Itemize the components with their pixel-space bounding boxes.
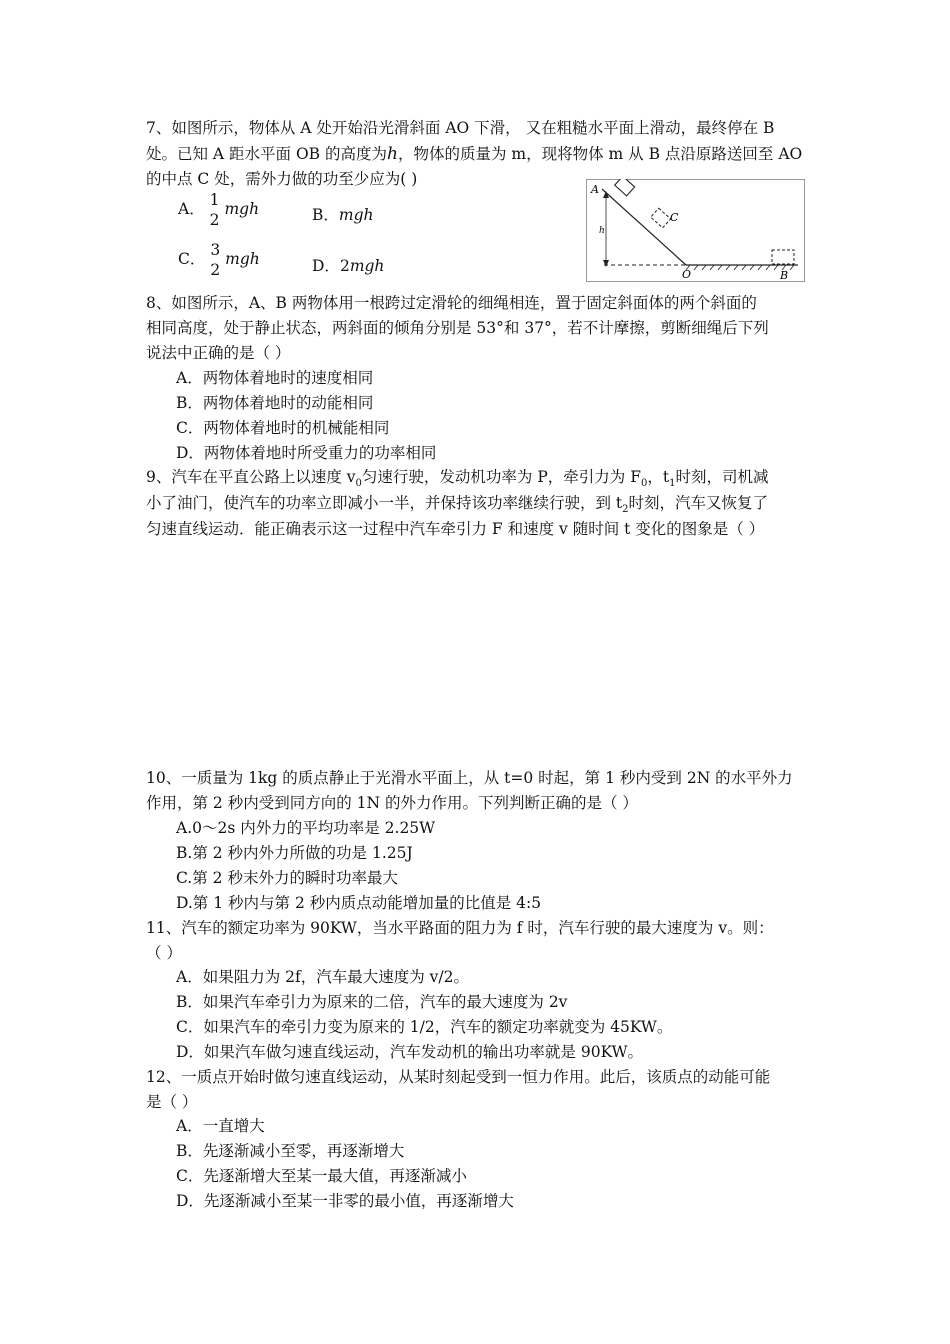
q8-line-3: 说法中正确的是（ ） — [146, 344, 291, 362]
q11-option-a: A．如果阻力为 2f，汽车最大速度为 v/2。 — [176, 968, 469, 986]
label-h: h — [599, 226, 605, 236]
q7-line-3: 的中点 C 处，需外力做的功至少应为( ) — [146, 170, 418, 188]
incline-ao — [602, 189, 686, 265]
q11-line-1: 11、汽车的额定功率为 90KW，当水平路面的阻力为 f 时，汽车行驶的最大速度为 v。则： — [146, 919, 774, 937]
q7-option-d: D．2mgh — [312, 257, 385, 275]
q11-option-c: C．如果汽车的牵引力变为原来的 1/2，汽车的额定功率就变为 45KW。 — [176, 1018, 673, 1036]
q7-option-a: A． 1 2 mgh — [178, 191, 260, 229]
q8-option-c: C．两物体着地时的机械能相同 — [176, 419, 390, 437]
q10-option-d: D.第 1 秒内与第 2 秒内质点动能增加量的比值是 4:5 — [176, 894, 542, 912]
q10-line-2: 作用，第 2 秒内受到同方向的 1N 的外力作用。下列判断正确的是（ ） — [146, 794, 638, 812]
q8-line-2: 相同高度，处于静止状态，两斜面的倾角分别是 53°和 37°，若不计摩擦，剪断细绳后下列 — [146, 319, 769, 337]
q9-line-3: 匀速直线运动．能正确表示这一过程中汽车牵引力 F 和速度 v 随时间 t 变化的图象是（ ） — [146, 520, 765, 538]
q7-line-2: 处。已知 A 距水平面 OB 的高度为h，物体的质量为 m，现将物体 m 从 B 点沿原路送回至 AO — [146, 144, 803, 164]
q12-option-c: C．先逐渐增大至某一最大值，再逐渐减小 — [176, 1167, 467, 1185]
q10-option-a: A.0～2s 内外力的平均功率是 2.25W — [176, 819, 436, 837]
q8-option-a: A．两物体着地时的速度相同 — [176, 369, 374, 387]
q10-line-1: 10、一质量为 1kg 的质点静止于光滑水平面上，从 t=0 时起，第 1 秒内受到 2N 的水平外力 — [146, 769, 793, 787]
q11-line-2: （ ） — [146, 944, 182, 962]
q12-option-b: B．先逐渐减小至零，再逐渐增大 — [176, 1142, 405, 1160]
q12-line-1: 12、一质点开始时做匀速直线运动，从某时刻起受到一恒力作用。此后，该质点的动能可能 — [146, 1068, 771, 1086]
block-at-a — [615, 179, 635, 196]
q8-line-1: 8、如图所示，A、B 两物体用一根跨过定滑轮的细绳相连，置于固定斜面体的两个斜面的 — [146, 294, 757, 312]
q7-line-1: 7、如图所示，物体从 A 处开始沿光滑斜面 AO 下滑， 又在粗糙水平面上滑动，最终停在 B — [146, 119, 775, 137]
q7-option-b: B．mgh — [312, 206, 374, 224]
q11-option-b: B．如果汽车牵引力为原来的二倍，汽车的最大速度为 2v — [176, 993, 568, 1011]
q12-option-d: D．先逐渐减小至某一非零的最小值，再逐渐增大 — [176, 1192, 514, 1210]
q10-option-b: B.第 2 秒内外力所做的功是 1.25J — [176, 844, 413, 862]
q7-incline-figure — [586, 179, 806, 283]
block-at-c — [651, 208, 671, 228]
label-o: O — [682, 268, 692, 281]
q10-option-c: C.第 2 秒末外力的瞬时功率最大 — [176, 869, 398, 887]
block-at-b — [772, 250, 794, 264]
label-b: B — [780, 269, 789, 282]
q7-option-c: C． 3 2 mgh — [178, 241, 260, 279]
q11-option-d: D．如果汽车做匀速直线运动，汽车发动机的输出功率就是 90KW。 — [176, 1043, 644, 1061]
label-a: A — [591, 183, 599, 196]
q8-option-d: D．两物体着地时所受重力的功率相同 — [176, 444, 437, 462]
q12-line-2: 是（ ） — [146, 1093, 198, 1111]
q8-option-b: B．两物体着地时的动能相同 — [176, 394, 374, 412]
q12-option-a: A．一直增大 — [176, 1117, 265, 1135]
label-c: C — [670, 211, 679, 224]
q9-line-2: 小了油门，使汽车的功率立即减小一半，并保持该功率继续行驶，到 $t_2$时刻，汽车又恢复了 — [146, 494, 769, 515]
q9-line-1: 9、汽车在平直公路上以速度 $v_0$匀速行驶，发动机功率为 P，牵引力为 $F_0$，$t_1$时刻，司机减 — [146, 468, 769, 489]
